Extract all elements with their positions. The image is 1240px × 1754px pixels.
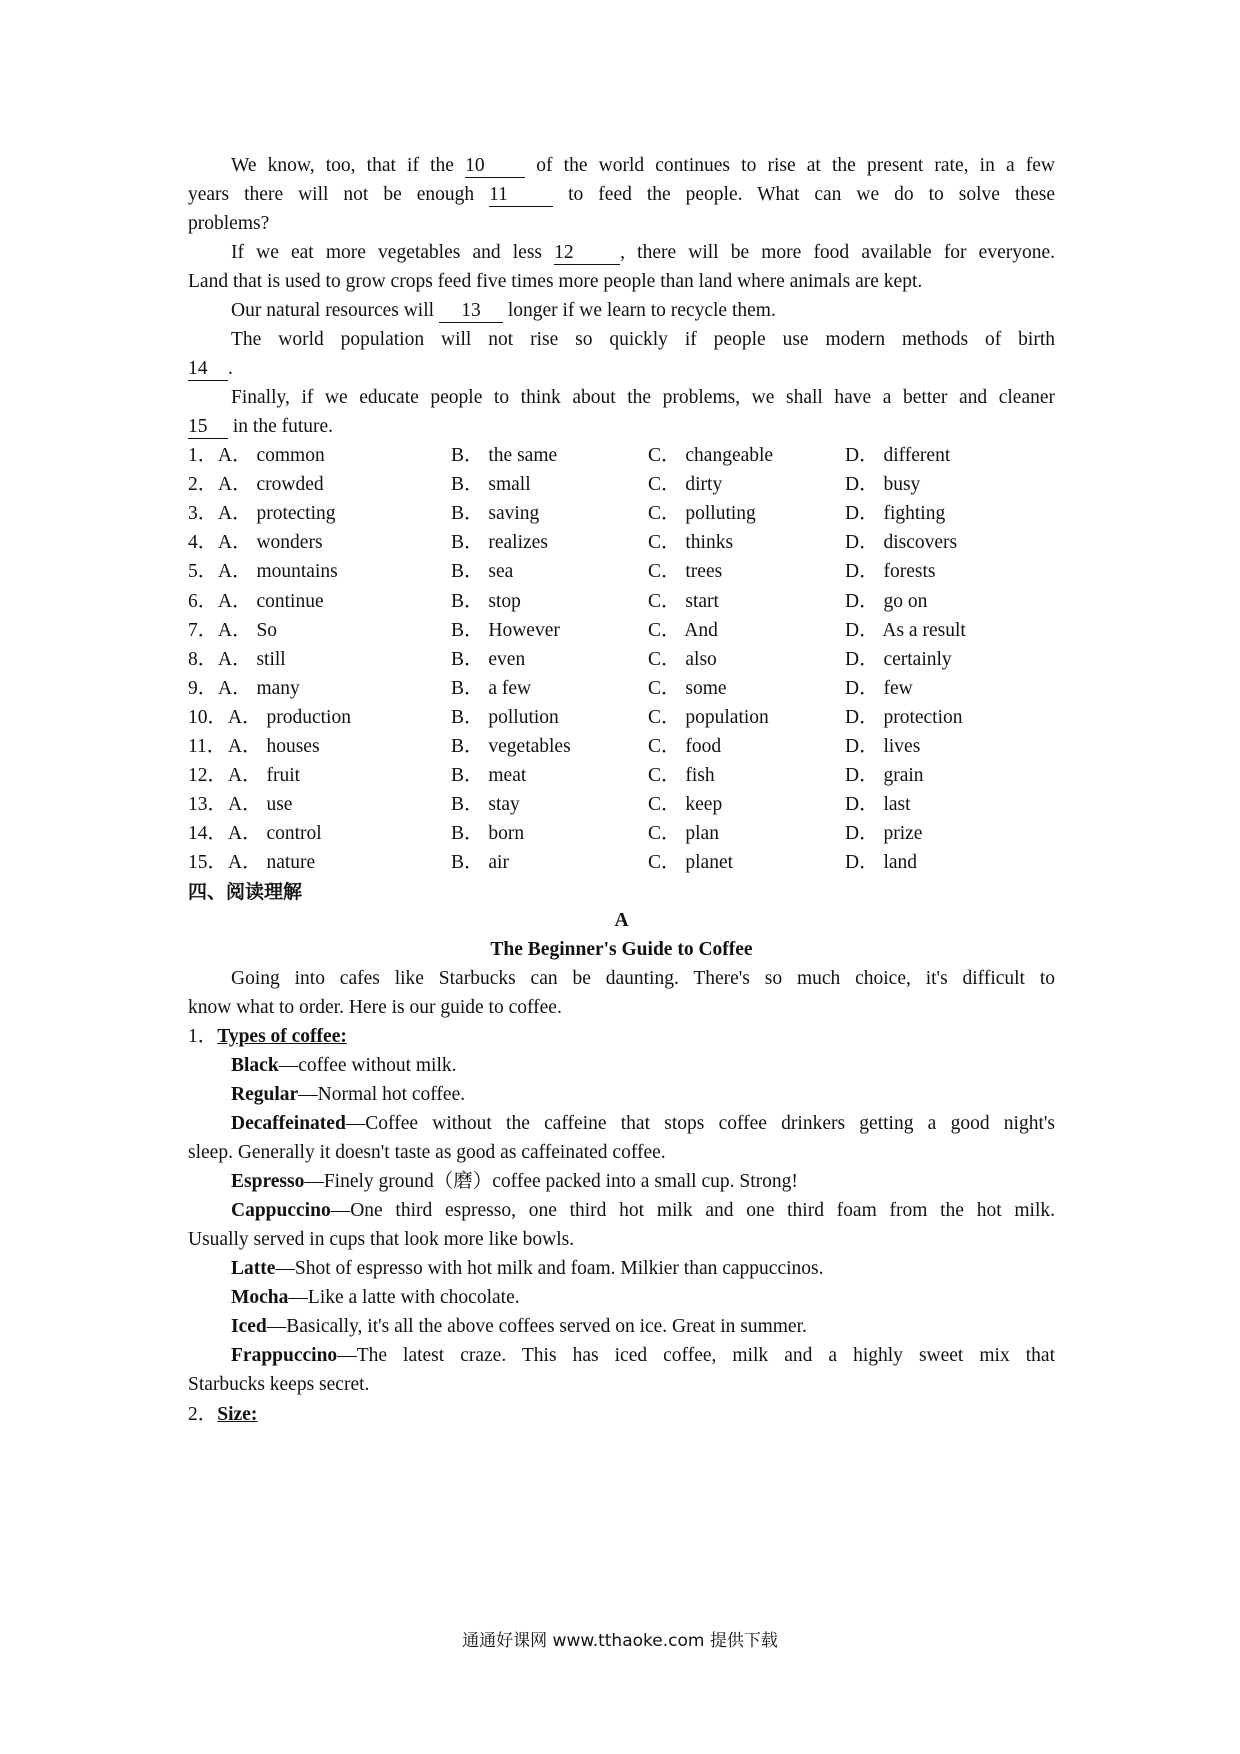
option-d: D． As a result: [845, 620, 966, 641]
coffee-term: Cappuccino: [231, 1200, 331, 1221]
option-row: [188, 586, 1088, 618]
reading-label: A: [614, 910, 629, 931]
blank-15: 15: [188, 416, 228, 439]
option-a: A． So: [218, 620, 278, 641]
option-c: C． planet: [648, 852, 734, 873]
blank-13: 13: [439, 300, 503, 323]
option-c: C． fish: [648, 765, 715, 786]
option-b: B． born: [451, 823, 525, 844]
passage-text: of the world continues to rise at the present rate, in a few: [536, 155, 1056, 176]
question-number: 10．: [188, 707, 228, 728]
coffee-description: —Normal hot coffee.: [298, 1084, 466, 1105]
coffee-term: Espresso: [231, 1171, 305, 1192]
coffee-item-line: [231, 1079, 1055, 1111]
subsection-number: 2．: [188, 1404, 218, 1425]
passage-line: [231, 963, 1055, 995]
option-a: A． protecting: [218, 503, 336, 524]
reading-title: The Beginner's Guide to Coffee: [490, 939, 753, 960]
option-a: A． production: [228, 707, 351, 728]
coffee-term: Latte: [231, 1258, 276, 1279]
option-b: B． saving: [451, 503, 540, 524]
option-d: D． grain: [845, 765, 924, 786]
option-c: C． some: [648, 678, 727, 699]
coffee-term: Black: [231, 1055, 279, 1076]
passage-line: [188, 208, 1055, 240]
option-c: C． And: [648, 620, 718, 641]
coffee-item-line: [231, 1282, 1055, 1314]
subsection-heading: [188, 1399, 1055, 1431]
question-number: 13．: [188, 794, 228, 815]
coffee-description: —Like a latte with chocolate.: [288, 1287, 520, 1308]
option-d: D． last: [845, 794, 911, 815]
coffee-item-line: [188, 1137, 1055, 1169]
blank-10: 10: [465, 155, 525, 178]
option-c: C． thinks: [648, 532, 734, 553]
passage-line: [231, 150, 1055, 182]
question-number: 7．: [188, 620, 218, 641]
option-a: A． continue: [218, 591, 324, 612]
option-row: [188, 760, 1088, 792]
question-number: 8．: [188, 649, 218, 670]
option-a: A． fruit: [228, 765, 301, 786]
option-row: [188, 789, 1088, 821]
question-number: 4．: [188, 532, 218, 553]
option-row: [188, 556, 1088, 588]
passage-text: to feed the people. What can we do to solve these: [568, 184, 1056, 205]
option-c: C． polluting: [648, 503, 756, 524]
option-row: [188, 702, 1088, 734]
option-b: B． small: [451, 474, 531, 495]
option-b: B． stop: [451, 591, 521, 612]
option-d: D． prize: [845, 823, 923, 844]
option-row: [188, 440, 1088, 472]
blank-12: 12: [554, 242, 620, 265]
option-b: B． the same: [451, 445, 558, 466]
passage-line: [231, 237, 1055, 269]
question-number: 6．: [188, 591, 218, 612]
coffee-item-line: [231, 1195, 1055, 1227]
option-row: [188, 469, 1088, 501]
option-a: A． common: [218, 445, 325, 466]
coffee-item-line: [231, 1253, 1055, 1285]
coffee-item-line: [231, 1108, 1055, 1140]
passage-line: [231, 324, 1055, 356]
passage-text: years there will not be enough: [188, 184, 475, 205]
option-c: C． dirty: [648, 474, 723, 495]
coffee-description: —One third espresso, one third hot milk and one third foam from the hot milk.: [330, 1200, 1055, 1221]
option-a: A． mountains: [218, 561, 338, 582]
option-b: B． a few: [451, 678, 532, 699]
option-b: B． stay: [451, 794, 520, 815]
coffee-item-text: Starbucks keeps secret.: [188, 1374, 370, 1395]
subsection-title: Size:: [217, 1404, 258, 1425]
option-d: D． fighting: [845, 503, 946, 524]
passage-line: [188, 411, 1055, 443]
option-a: A． use: [228, 794, 293, 815]
blank-14: 14: [188, 358, 228, 381]
passage-line: [231, 295, 1055, 327]
question-number: 15．: [188, 852, 228, 873]
question-number: 1．: [188, 445, 218, 466]
passage-text: in the future.: [232, 416, 334, 437]
option-d: D． land: [845, 852, 918, 873]
coffee-item-text: sleep. Generally it doesn't taste as good as caffeinated coffee.: [188, 1142, 666, 1163]
option-b: B． sea: [451, 561, 514, 582]
option-c: C． trees: [648, 561, 723, 582]
option-c: C． keep: [648, 794, 723, 815]
coffee-term: Mocha: [231, 1287, 289, 1308]
passage-text: Going into cafes like Starbucks can be daunting. There's so much choice, it's difficult to: [231, 968, 1055, 989]
passage-text: longer if we learn to recycle them.: [507, 300, 776, 321]
coffee-item-line: [231, 1311, 1055, 1343]
coffee-term: Frappuccino: [231, 1345, 338, 1366]
option-row: [188, 673, 1088, 705]
option-c: C． population: [648, 707, 769, 728]
passage-line: [231, 382, 1055, 414]
option-c: C． food: [648, 736, 722, 757]
coffee-term: Decaffeinated: [231, 1113, 346, 1134]
coffee-description: —Basically, it's all the above coffees served on ice. Great in summer.: [266, 1316, 807, 1337]
option-row: [188, 847, 1088, 879]
blank-11: 11: [489, 184, 553, 207]
option-row: [188, 527, 1088, 559]
coffee-item-line: [231, 1050, 1055, 1082]
option-a: A． houses: [228, 736, 320, 757]
option-c: C． plan: [648, 823, 719, 844]
option-d: D． few: [845, 678, 913, 699]
passage-text: .: [228, 358, 233, 379]
passage-text: Our natural resources will: [231, 300, 435, 321]
coffee-item-text: Usually served in cups that look more like bowls.: [188, 1229, 575, 1250]
option-row: [188, 615, 1088, 647]
option-b: B． realizes: [451, 532, 548, 553]
question-number: 9．: [188, 678, 218, 699]
option-d: D． forests: [845, 561, 936, 582]
option-c: C． changeable: [648, 445, 774, 466]
footer-text: 通通好课网 www.tthaoke.com 提供下载: [462, 1631, 778, 1651]
option-b: B． air: [451, 852, 509, 873]
option-d: D． lives: [845, 736, 921, 757]
subsection-number: 1．: [188, 1026, 218, 1047]
coffee-item-line: [188, 1224, 1055, 1256]
option-d: D． busy: [845, 474, 921, 495]
option-d: D． discovers: [845, 532, 958, 553]
passage-line: [188, 266, 1055, 298]
passage-text: We know, too, that if the: [231, 155, 454, 176]
option-d: D． go on: [845, 591, 928, 612]
option-a: A． still: [218, 649, 286, 670]
coffee-item-line: [231, 1166, 1055, 1198]
passage-line: [188, 179, 1055, 211]
option-b: B． However: [451, 620, 560, 641]
question-number: 2．: [188, 474, 218, 495]
coffee-description: —Shot of espresso with hot milk and foam. Milkier than cappuccinos.: [275, 1258, 824, 1279]
passage-text: problems?: [188, 213, 270, 234]
question-number: 14．: [188, 823, 228, 844]
coffee-item-line: [188, 1369, 1055, 1401]
option-b: B． vegetables: [451, 736, 571, 757]
coffee-description: —The latest craze. This has iced coffee, milk and a highly sweet mix that: [337, 1345, 1055, 1366]
option-c: C． also: [648, 649, 717, 670]
subsection-heading: [188, 1021, 1055, 1053]
question-number: 12．: [188, 765, 228, 786]
option-b: B． even: [451, 649, 526, 670]
passage-text: If we eat more vegetables and less: [231, 242, 542, 263]
option-row: [188, 644, 1088, 676]
coffee-description: —Finely ground（磨）coffee packed into a small cup. Strong!: [304, 1171, 798, 1192]
coffee-item-line: [231, 1340, 1055, 1372]
option-row: [188, 731, 1088, 763]
question-number: 3．: [188, 503, 218, 524]
option-row: [188, 498, 1088, 530]
option-d: D． protection: [845, 707, 963, 728]
option-row: [188, 818, 1088, 850]
passage-text: know what to order. Here is our guide to coffee.: [188, 997, 562, 1018]
question-number: 11．: [188, 736, 227, 757]
passage-text: , there will be more food available for everyone.: [620, 242, 1056, 263]
option-a: A． control: [228, 823, 322, 844]
option-a: A． nature: [228, 852, 316, 873]
passage-line: [188, 992, 1055, 1024]
option-a: A． many: [218, 678, 300, 699]
coffee-description: —Coffee without the caffeine that stops coffee drinkers getting a good night's: [345, 1113, 1055, 1134]
option-a: A． wonders: [218, 532, 323, 553]
section-heading: 四、阅读理解: [188, 881, 303, 903]
coffee-description: —coffee without milk.: [278, 1055, 457, 1076]
option-b: B． pollution: [451, 707, 559, 728]
question-number: 5．: [188, 561, 218, 582]
passage-line: [188, 353, 1055, 385]
coffee-term: Regular: [231, 1084, 299, 1105]
passage-text: The world population will not rise so quickly if people use modern methods of birth: [231, 329, 1055, 350]
passage-text: Finally, if we educate people to think about the problems, we shall have a better and cleaner: [231, 387, 1055, 408]
subsection-title: Types of coffee:: [217, 1026, 347, 1047]
option-b: B． meat: [451, 765, 527, 786]
option-a: A． crowded: [218, 474, 324, 495]
option-d: D． certainly: [845, 649, 952, 670]
option-d: D． different: [845, 445, 951, 466]
option-c: C． start: [648, 591, 719, 612]
passage-text: Land that is used to grow crops feed five times more people than land where animals are kept.: [188, 271, 923, 292]
coffee-term: Iced: [231, 1316, 267, 1337]
